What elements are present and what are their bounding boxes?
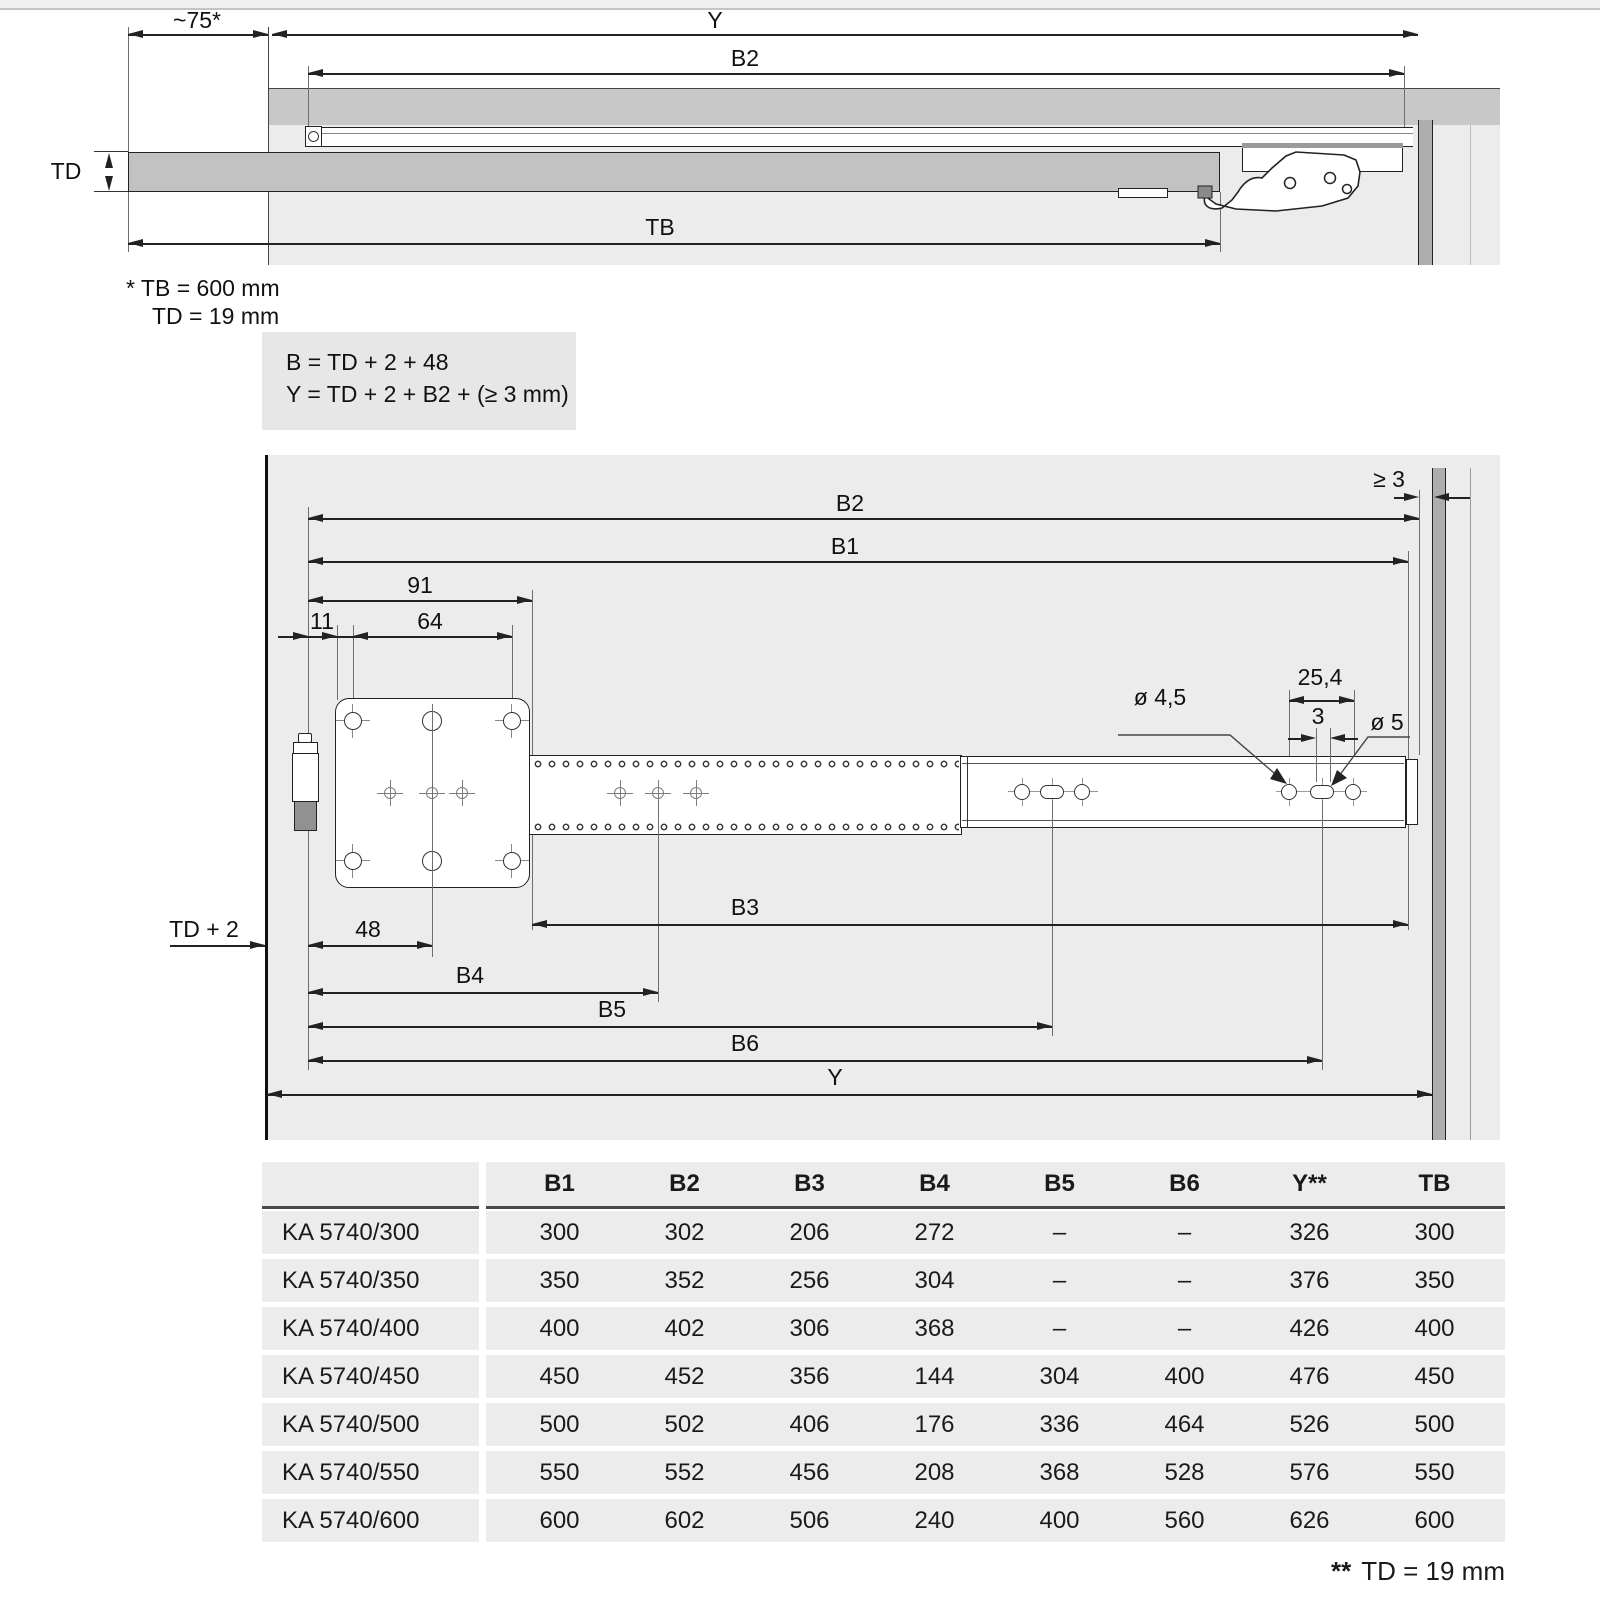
position-mark xyxy=(607,780,633,806)
table-cell: 456 xyxy=(789,1458,830,1486)
table-cell: 144 xyxy=(914,1362,955,1390)
arrowhead xyxy=(497,632,512,640)
extension-line xyxy=(1404,66,1405,128)
cabinet-back-wall xyxy=(1432,468,1446,1140)
arrowhead xyxy=(253,30,268,38)
extension-line xyxy=(1220,192,1221,252)
arrowhead xyxy=(128,239,143,247)
table-cell: 368 xyxy=(1039,1458,1080,1486)
arrowhead xyxy=(308,69,323,77)
formula-box xyxy=(262,332,576,430)
top-rail-inner-line xyxy=(306,133,1413,134)
table-cell: 376 xyxy=(1289,1266,1330,1294)
table-row-model: KA 5740/300 xyxy=(262,1211,479,1254)
table-cell: 352 xyxy=(664,1266,705,1294)
dim-label-b2-top: B2 xyxy=(730,45,760,71)
dim-label-75: ~75* xyxy=(173,7,221,33)
table-cell: 602 xyxy=(664,1506,705,1534)
table-cell: 452 xyxy=(664,1362,705,1390)
outer-rail-inner-line xyxy=(962,763,1404,764)
table-cell: 304 xyxy=(1039,1362,1080,1390)
footnote-marker: ** xyxy=(1331,1556,1352,1586)
column-header-b1: B1 xyxy=(544,1170,575,1197)
td-tick xyxy=(94,191,128,192)
rail-teeth-bottom xyxy=(531,820,959,834)
arrowhead xyxy=(1434,493,1449,501)
td-tick xyxy=(94,151,128,152)
table-cell: 626 xyxy=(1289,1506,1330,1534)
table-cell: 450 xyxy=(539,1362,580,1390)
buffer-base xyxy=(294,801,317,831)
table-footnote xyxy=(1180,1556,1505,1587)
dimension-line xyxy=(1345,738,1358,740)
cabinet-back-wall xyxy=(1418,120,1433,265)
extension-line xyxy=(1408,551,1409,930)
table-cell: 400 xyxy=(1039,1506,1080,1534)
rail-end-cap xyxy=(1406,759,1418,825)
column-header-b2: B2 xyxy=(669,1170,700,1197)
table-cell: 272 xyxy=(914,1218,955,1246)
dim-label-td-plus-2: TD + 2 xyxy=(169,916,239,942)
table-cell: 600 xyxy=(1414,1506,1455,1534)
position-mark xyxy=(449,780,475,806)
table-row-model: KA 5740/550 xyxy=(262,1451,479,1494)
dim-label-dia-5: ø 5 xyxy=(1370,709,1404,735)
dimension-line xyxy=(272,34,1418,36)
arrowhead xyxy=(128,30,143,38)
table-cell: 300 xyxy=(539,1218,580,1246)
formula-y: Y = TD + 2 + B2 + (≥ 3 mm) xyxy=(286,381,569,407)
formula-b: B = TD + 2 + 48 xyxy=(286,349,449,375)
dim-label-64: 64 xyxy=(417,608,443,634)
dim-label-b4: B4 xyxy=(455,962,485,988)
screw-slot xyxy=(1310,785,1334,799)
dimension-line xyxy=(308,1060,1322,1062)
table-cell: 406 xyxy=(789,1410,830,1438)
extension-line xyxy=(658,800,659,1002)
table-cell: 506 xyxy=(789,1506,830,1534)
panel-outer-edge-line xyxy=(1470,468,1471,1140)
arrowhead xyxy=(1301,734,1316,742)
table-cell: – xyxy=(1177,1266,1192,1294)
arrowhead xyxy=(308,514,323,522)
dimension-line xyxy=(308,600,532,602)
dimension-line xyxy=(128,243,1220,245)
table-cell: 560 xyxy=(1164,1506,1205,1534)
table-cell: – xyxy=(1052,1218,1067,1246)
arrowhead xyxy=(1393,557,1408,565)
table-cell: 400 xyxy=(539,1314,580,1342)
arrowhead xyxy=(105,176,113,191)
arrowhead xyxy=(293,632,308,640)
table-cell: 400 xyxy=(1164,1362,1205,1390)
rail-teeth-top xyxy=(531,757,959,771)
footnote-text: TD = 19 mm xyxy=(1361,1556,1505,1586)
dimension-line xyxy=(278,636,512,638)
arrowhead xyxy=(267,1090,282,1098)
arrowhead xyxy=(643,988,658,996)
rail-divider-line xyxy=(967,756,968,828)
outer-rail-inner-line xyxy=(962,820,1404,821)
extension-line xyxy=(1052,800,1053,1036)
table-row-model: KA 5740/400 xyxy=(262,1307,479,1350)
header-rule xyxy=(486,1206,1505,1209)
dimension-line xyxy=(308,1026,1052,1028)
arrowhead xyxy=(1289,696,1304,704)
dim-label-b2: B2 xyxy=(835,490,865,516)
dimension-line xyxy=(308,561,1408,563)
arrowhead xyxy=(1307,1056,1322,1064)
table-cell: 550 xyxy=(1414,1458,1455,1486)
screw-hole xyxy=(1345,784,1361,800)
arrowhead xyxy=(308,941,323,949)
dim-label-dia-4-5: ø 4,5 xyxy=(1133,684,1187,710)
cabinet-top-panel xyxy=(268,88,1500,126)
extension-line xyxy=(1419,490,1420,755)
arrowhead xyxy=(308,988,323,996)
extension-line xyxy=(128,27,129,252)
latch-bracket xyxy=(1242,147,1403,172)
table-cell: 600 xyxy=(539,1506,580,1534)
arrowhead xyxy=(308,596,323,604)
dim-label-48: 48 xyxy=(355,916,381,942)
arrowhead xyxy=(1404,493,1419,501)
table-row-model: KA 5740/600 xyxy=(262,1499,479,1542)
arrowhead xyxy=(1330,734,1345,742)
table-cell: 356 xyxy=(789,1362,830,1390)
table-cell: 368 xyxy=(914,1314,955,1342)
plate-hole xyxy=(503,712,521,730)
extension-line xyxy=(1316,728,1317,782)
plate-hole xyxy=(503,852,521,870)
dimension-line xyxy=(532,924,1408,926)
panel-front-edge xyxy=(265,455,268,1140)
table-cell: – xyxy=(1052,1314,1067,1342)
arrowhead xyxy=(1417,1090,1432,1098)
table-cell: 550 xyxy=(539,1458,580,1486)
dimension-line xyxy=(308,945,432,947)
extension-line xyxy=(432,704,433,957)
buffer-body xyxy=(292,753,319,802)
table-row xyxy=(486,1403,1505,1446)
arrowhead xyxy=(1393,920,1408,928)
table-cell: 552 xyxy=(664,1458,705,1486)
extension-line xyxy=(268,27,269,265)
arrowhead xyxy=(1205,239,1220,247)
table-row xyxy=(486,1355,1505,1398)
table-cell: 400 xyxy=(1414,1314,1455,1342)
arrowhead xyxy=(353,632,368,640)
dim-label-tb: TB xyxy=(645,214,675,240)
dim-label-b5: B5 xyxy=(597,996,627,1022)
note-td: TD = 19 mm xyxy=(152,303,280,329)
table-row-model: KA 5740/450 xyxy=(262,1355,479,1398)
arrowhead xyxy=(1404,514,1419,522)
column-header-tb: TB xyxy=(1418,1170,1451,1197)
dimension-line xyxy=(308,73,1404,75)
dimension-line xyxy=(267,1094,1432,1096)
table-cell: – xyxy=(1177,1314,1192,1342)
table-cell: 306 xyxy=(789,1314,830,1342)
table-cell: 336 xyxy=(1039,1410,1080,1438)
dim-label-b1: B1 xyxy=(830,533,860,559)
column-header-b3: B3 xyxy=(794,1170,825,1197)
table-cell: 350 xyxy=(539,1266,580,1294)
dimension-line xyxy=(308,992,658,994)
table-row xyxy=(486,1499,1505,1542)
arrowhead xyxy=(1403,30,1418,38)
drawer-side-panel xyxy=(128,152,1220,192)
arrowhead xyxy=(308,1022,323,1030)
dim-label-11: 11 xyxy=(310,608,334,634)
table-cell: 576 xyxy=(1289,1458,1330,1486)
table-cell: 302 xyxy=(664,1218,705,1246)
position-mark xyxy=(377,780,403,806)
note-tb: * TB = 600 mm xyxy=(126,275,280,301)
table-cell: 402 xyxy=(664,1314,705,1342)
table-cell: 500 xyxy=(539,1410,580,1438)
dim-label-y: Y xyxy=(827,1064,843,1090)
header-rule xyxy=(262,1206,479,1209)
arrowhead xyxy=(105,153,113,168)
latch-bracket-top-strip xyxy=(1242,143,1403,148)
table-cell: 502 xyxy=(664,1410,705,1438)
screw-slot xyxy=(1040,785,1064,799)
table-cell: – xyxy=(1177,1218,1192,1246)
arrowhead xyxy=(517,596,532,604)
table-cell: 300 xyxy=(1414,1218,1455,1246)
table-row xyxy=(486,1451,1505,1494)
table-cell: 176 xyxy=(914,1410,955,1438)
table-header-row xyxy=(486,1162,1505,1206)
column-header-b4: B4 xyxy=(919,1170,950,1197)
dimension-line xyxy=(128,34,268,36)
table-cell: 500 xyxy=(1414,1410,1455,1438)
table-cell: 350 xyxy=(1414,1266,1455,1294)
table-cell: 526 xyxy=(1289,1410,1330,1438)
arrowhead xyxy=(1037,1022,1052,1030)
plate-hole xyxy=(344,712,362,730)
column-header-b5: B5 xyxy=(1044,1170,1075,1197)
dimension-line xyxy=(1288,738,1301,740)
table-row xyxy=(486,1259,1505,1302)
dimension-line xyxy=(308,518,1419,520)
arrowhead xyxy=(250,941,265,949)
arrowhead xyxy=(308,1056,323,1064)
dim-label-td: TD xyxy=(50,158,82,184)
table-row-model: KA 5740/500 xyxy=(262,1403,479,1446)
column-header-b6: B6 xyxy=(1169,1170,1200,1197)
table-cell: 450 xyxy=(1414,1362,1455,1390)
plate-hole xyxy=(344,852,362,870)
dim-label-b3: B3 xyxy=(730,894,760,920)
screw-hole xyxy=(1074,784,1090,800)
table-cell: 528 xyxy=(1164,1458,1205,1486)
table-cell: 304 xyxy=(914,1266,955,1294)
table-cell: 464 xyxy=(1164,1410,1205,1438)
table-cell: 206 xyxy=(789,1218,830,1246)
arrowhead xyxy=(308,557,323,565)
dim-label-y-top: Y xyxy=(707,7,723,33)
screw-hole xyxy=(1281,784,1297,800)
column-header-y: Y** xyxy=(1292,1170,1327,1197)
table-cell: 208 xyxy=(914,1458,955,1486)
rail-front-pin-hole xyxy=(308,131,319,142)
table-row-model: KA 5740/350 xyxy=(262,1259,479,1302)
table-cell: 240 xyxy=(914,1506,955,1534)
dim-label-b6: B6 xyxy=(730,1030,760,1056)
table-cell: 256 xyxy=(789,1266,830,1294)
arrowhead xyxy=(1339,696,1354,704)
drawer-clip xyxy=(1118,188,1168,198)
arrowhead xyxy=(1389,69,1404,77)
table-cell: – xyxy=(1052,1266,1067,1294)
page-top-strip xyxy=(0,0,1600,10)
table-cell: 476 xyxy=(1289,1362,1330,1390)
dim-label-gap: ≥ 3 xyxy=(1373,466,1405,492)
position-mark xyxy=(683,780,709,806)
table-header-model xyxy=(262,1162,479,1206)
table-row xyxy=(486,1307,1505,1350)
arrowhead xyxy=(532,920,547,928)
dimension-line xyxy=(1449,497,1470,499)
table-cell: 426 xyxy=(1289,1314,1330,1342)
table-row xyxy=(486,1211,1505,1254)
screw-hole xyxy=(1014,784,1030,800)
arrowhead xyxy=(417,941,432,949)
arrowhead xyxy=(272,30,287,38)
dim-label-3: 3 xyxy=(1311,703,1325,729)
extension-line xyxy=(1322,800,1323,1070)
table-cell: 326 xyxy=(1289,1218,1330,1246)
dim-label-91: 91 xyxy=(407,572,433,598)
dim-label-25-4: 25,4 xyxy=(1297,664,1343,690)
cabinet-outer-edge-line xyxy=(1470,125,1471,265)
